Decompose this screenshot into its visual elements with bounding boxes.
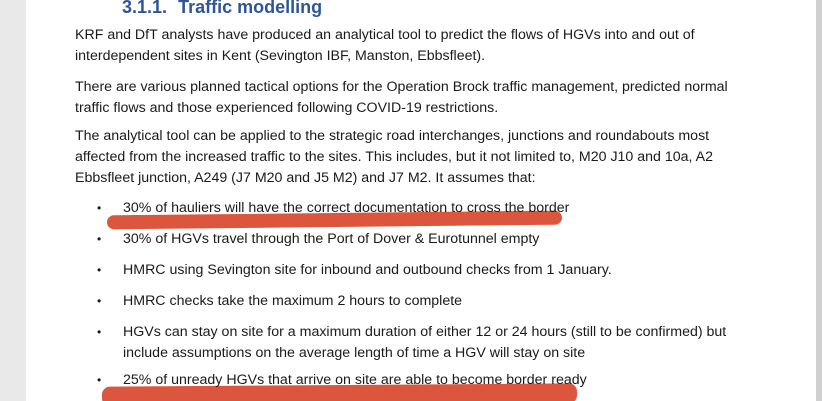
section-heading	[122, 0, 322, 18]
list-item	[97, 370, 747, 391]
list-item-text: 30% of HGVs travel through the Port of Dover & Eurotunnel empty	[123, 231, 540, 247]
list-item-text: HMRC using Sevington site for inbound and outbound checks from 1 January.	[123, 262, 612, 278]
bullet-icon: •	[97, 294, 102, 308]
bullet-icon: •	[97, 373, 102, 387]
list-item-text: 30% of hauliers will have the correct documentation to cross the border	[123, 200, 570, 216]
bullet-icon: •	[97, 263, 102, 277]
bullet-icon: •	[97, 232, 102, 246]
section-number: 3.1.1.	[122, 0, 168, 17]
list-item-text: HGVs can stay on site for a maximum duration of either 12 or 24 hours (still to be confirmed) but include assumptions on the average length of time a HGV will stay on site	[123, 324, 727, 361]
page-left-margin	[0, 0, 26, 401]
list-item	[97, 198, 747, 219]
paragraph-intro: KRF and DfT analysts have produced an analytical tool to predict the flows of HGVs into and out of interdependent sites in Kent (Sevington IBF, Manston, Ebbsfleet).	[75, 27, 695, 64]
bullet-icon: •	[97, 325, 102, 339]
bullet-icon: •	[97, 201, 102, 215]
page-right-edge	[816, 0, 822, 401]
list-item	[97, 291, 747, 312]
list-item	[97, 322, 747, 364]
list-item-text: 25% of unready HGVs that arrive on site are able to become border ready	[123, 372, 587, 388]
section-title: Traffic modelling	[178, 0, 323, 17]
paragraph-tactical-options: There are various planned tactical options for the Operation Brock traffic management, predicted normal traffic flows and those experienced following COVID-19 restrictions.	[75, 79, 728, 116]
list-item	[97, 260, 747, 281]
list-item-text: HMRC checks take the maximum 2 hours to complete	[123, 293, 463, 309]
paragraph-analytical-tool: The analytical tool can be applied to the strategic road interchanges, junctions and roundabouts most affected from the increased traffic to the sites. This includes, but it not limited to, M20 J10 and 10a, A2 Ebbsfleet junction, A249 (J7 M20 and J5 M2) and J7 M2. It assumes that:	[75, 128, 714, 186]
list-item	[97, 229, 747, 250]
